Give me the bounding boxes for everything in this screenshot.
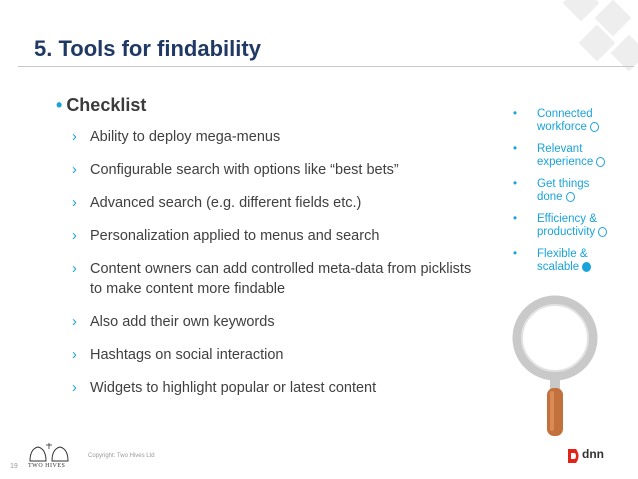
- benefit-label: Connected workforce: [537, 108, 593, 133]
- progress-circle-icon: [566, 192, 575, 202]
- chevron-right-icon: ›: [72, 129, 77, 145]
- list-item: [72, 226, 472, 246]
- page-number: 19: [10, 463, 18, 470]
- chevron-right-icon: ›: [72, 195, 77, 211]
- checklist-heading: [56, 95, 146, 116]
- page-title: 5. Tools for findability: [34, 36, 261, 61]
- benefit-label: Efficiency & productivity: [537, 213, 597, 238]
- copyright-text: Copyright: Two Hives Ltd: [88, 453, 155, 459]
- title-divider: [18, 66, 634, 67]
- checklist-items: [72, 127, 472, 411]
- benefit-item: [511, 178, 611, 204]
- chevron-right-icon: ›: [72, 228, 77, 244]
- benefit-item: [511, 213, 611, 239]
- list-item-text: Hashtags on social interaction: [90, 347, 284, 363]
- benefit-item: [511, 108, 611, 134]
- chevron-right-icon: ›: [72, 380, 77, 396]
- chevron-right-icon: ›: [72, 347, 77, 363]
- bullet-icon: •: [56, 95, 63, 115]
- dnn-logo-text: dnn: [582, 447, 604, 461]
- list-item: [72, 193, 472, 213]
- company-logo-text: TWO HIVES: [28, 463, 66, 469]
- bullet-icon: •: [513, 108, 518, 120]
- benefit-item: [511, 143, 611, 169]
- chevron-right-icon: ›: [72, 162, 77, 178]
- list-item-text: Also add their own keywords: [90, 314, 275, 330]
- chevron-right-icon: ›: [72, 314, 77, 330]
- benefits-list: [511, 108, 611, 283]
- bullet-icon: •: [513, 248, 518, 260]
- benefit-label: Relevant experience: [537, 143, 594, 168]
- list-item: [72, 345, 472, 365]
- progress-circle-icon: [590, 122, 599, 132]
- progress-circle-icon: [596, 157, 605, 167]
- bullet-icon: •: [513, 143, 518, 155]
- list-item: [72, 378, 472, 398]
- list-item: [72, 312, 472, 332]
- bullet-icon: •: [513, 178, 518, 190]
- list-item-text: Personalization applied to menus and search: [90, 228, 380, 244]
- checklist-heading-text: Checklist: [66, 95, 147, 115]
- two-hives-logo-icon: [26, 441, 74, 463]
- list-item-text: Ability to deploy mega-menus: [90, 129, 281, 145]
- benefit-label: Flexible & scalable: [537, 248, 588, 273]
- list-item: [72, 160, 472, 180]
- benefit-item: [511, 248, 611, 274]
- list-item-text: Widgets to highlight popular or latest content: [90, 380, 377, 396]
- filled-circle-icon: [582, 262, 591, 272]
- list-item-text: Configurable search with options like “best bets”: [90, 162, 399, 178]
- magnifying-glass-icon: [508, 290, 618, 440]
- list-item-text: Advanced search (e.g. different fields etc.): [90, 195, 362, 211]
- list-item: [72, 127, 472, 147]
- list-item: [72, 259, 472, 299]
- benefit-label: Get things done: [537, 178, 590, 203]
- chevron-right-icon: ›: [72, 261, 77, 277]
- progress-circle-icon: [598, 227, 607, 237]
- list-item-text: Content owners can add controlled meta-data from picklists to make content more findable: [90, 261, 472, 297]
- background-pattern: [528, 0, 638, 95]
- dnn-logo-icon: [566, 447, 582, 465]
- bullet-icon: •: [513, 213, 518, 225]
